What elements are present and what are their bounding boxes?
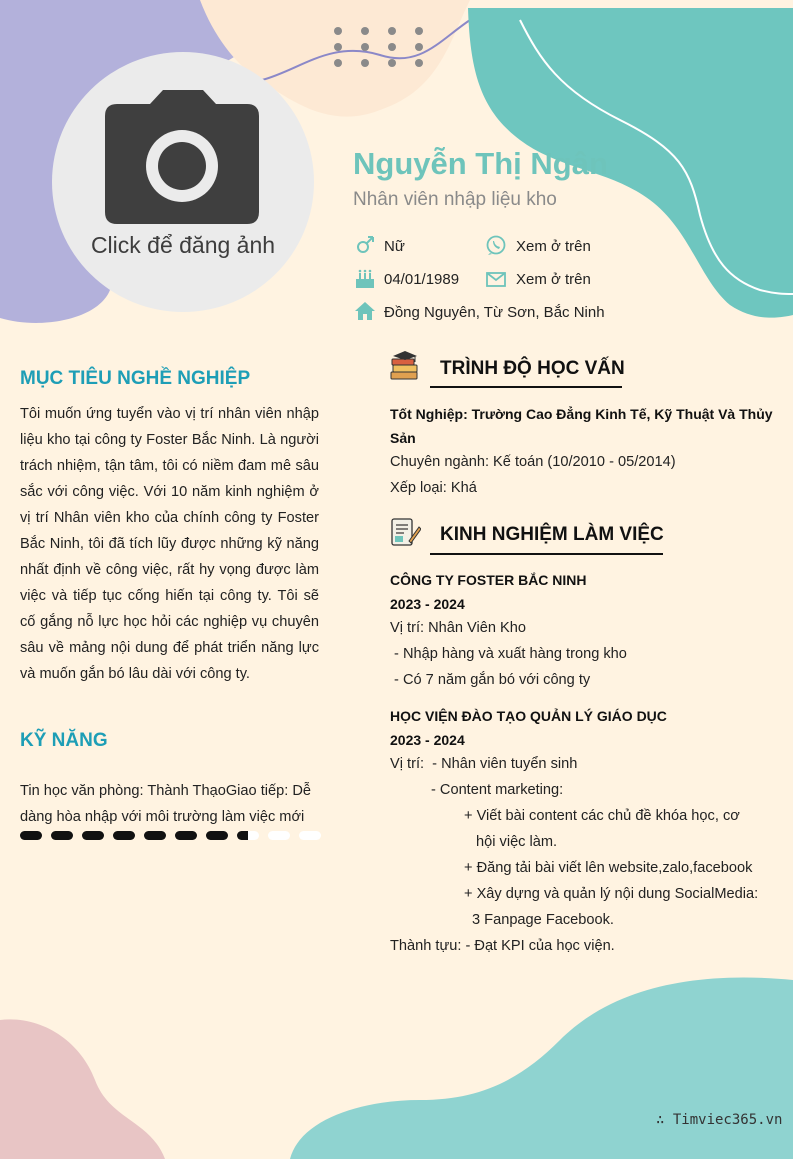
camera-icon	[105, 90, 259, 224]
skills-title: KỸ NĂNG	[20, 730, 108, 751]
job2-achievement: Thành tựu: - Đạt KPI của học viện.	[390, 938, 615, 954]
job1-company: CÔNG TY FOSTER BẮC NINH	[390, 572, 587, 588]
job2-company: HỌC VIỆN ĐÀO TẠO QUẢN LÝ GIÁO DỤC	[390, 708, 667, 724]
photo-caption[interactable]: Click để đăng ảnh	[90, 232, 276, 258]
gender-value: Nữ	[384, 238, 405, 255]
job2-period: 2023 - 2024	[390, 732, 465, 748]
phone-icon	[485, 234, 507, 256]
job2-task2a: + Viết bài content các chủ đề khóa học, cơ	[464, 808, 740, 824]
email-value: Xem ở trên	[516, 271, 591, 288]
education-major: Chuyên ngành: Kế toán (10/2010 - 05/2014)	[390, 454, 676, 470]
skill-rating-dot	[51, 831, 73, 840]
phone-value: Xem ở trên	[516, 238, 591, 255]
objective-title: MỤC TIÊU NGHỀ NGHIỆP	[20, 368, 251, 389]
job2-task4b: 3 Fanpage Facebook.	[472, 912, 614, 928]
education-school-line2: Sản	[390, 430, 416, 446]
skill-rating-dot	[175, 831, 197, 840]
skill-rating-dot	[144, 831, 166, 840]
job-title: Nhân viên nhập liệu kho	[353, 189, 557, 210]
skill-rating-dot	[206, 831, 228, 840]
skill-rating-dot	[268, 831, 290, 840]
skill-rating-dot	[113, 831, 135, 840]
light-teal-blob	[290, 978, 793, 1159]
skill-rating-dot	[20, 831, 42, 840]
footer-brand: ∴ Timviec365.vn	[656, 1112, 783, 1128]
skill-rating-dot	[82, 831, 104, 840]
experience-title-underline	[430, 553, 663, 555]
job1-task1: - Nhập hàng và xuất hàng trong kho	[390, 646, 627, 662]
birthday-value: 04/01/1989	[384, 271, 460, 288]
pink-blob	[0, 1019, 165, 1159]
job2-position: Vị trí: - Nhân viên tuyển sinh	[390, 756, 578, 772]
address-value: Đồng Nguyên, Từ Sơn, Bắc Ninh	[384, 304, 605, 321]
education-school-line1: Tốt Nghiệp: Trường Cao Đẳng Kinh Tế, Kỹ Thuật Và Thủy	[390, 406, 773, 422]
job1-task2: - Có 7 năm gắn bó với công ty	[390, 672, 591, 688]
candidate-name: Nguyễn Thị Ngân	[353, 146, 608, 181]
skills-text: Tin học văn phòng: Thành ThạoGiao tiếp: Dễ dàng hòa nhập với môi trường làm việc mới	[20, 783, 311, 825]
objective-text: Tôi muốn ứng tuyển vào vị trí nhân viên nhập liệu kho tại công ty Foster Bắc Ninh. Là người trách nhiệm, tận tâm, tôi có niềm đam mê sâu sắc với công việc. Với 10 năm kinh nghiệm ở vị trí Nhân viên kho của chính công ty Foster Bắc Ninh, tôi đã tích lũy được những kỹ năng nhất định về công việc, rất hy vọng được làm việc và tiếp tục cống hiến tại công ty. Tôi sẽ cố gắng nỗ lực học hỏi các nghiệp vụ chuyên sâu về mảng nội dung để phát triển năng lực và muốn gắn bó lâu dài với công ty.	[20, 406, 319, 682]
education-books-icon	[389, 350, 421, 382]
job1-position: Vị trí: Nhân Viên Kho	[390, 620, 527, 636]
skill-rating-dot	[299, 831, 321, 840]
job2-task4a: + Xây dựng và quản lý nội dung SocialMedia:	[464, 886, 759, 902]
job2-task1: - Content marketing:	[431, 782, 564, 798]
job1-period: 2023 - 2024	[390, 596, 465, 612]
education-title-underline	[430, 386, 622, 388]
email-icon	[485, 268, 507, 290]
education-title: TRÌNH ĐỘ HỌC VẤN	[440, 358, 625, 379]
skill-rating-dot	[237, 831, 259, 840]
job2-task2b: hội việc làm.	[476, 834, 558, 850]
birthday-cake-icon	[354, 268, 376, 290]
experience-document-icon	[389, 517, 421, 547]
gender-icon	[354, 234, 376, 256]
education-grade: Xếp loại: Khá	[390, 480, 477, 496]
experience-title: KINH NGHIỆM LÀM VIỆC	[440, 524, 664, 545]
job2-task3: + Đăng tải bài viết lên website,zalo,facebook	[464, 860, 753, 876]
home-icon	[354, 300, 376, 322]
